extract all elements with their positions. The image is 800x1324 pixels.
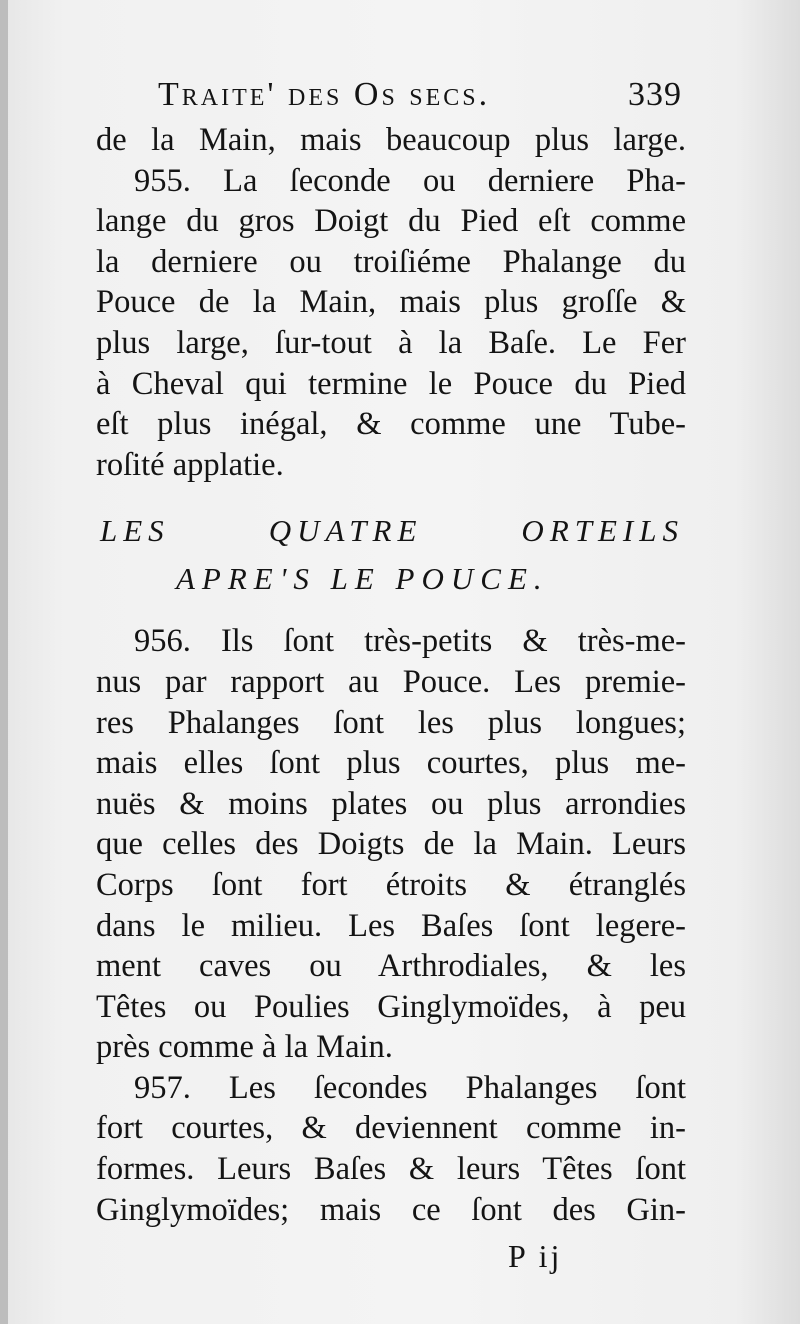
text-line: plus large, ſur-tout à la Baſe. Le Fer (96, 324, 686, 361)
page-edge-shadow (0, 0, 8, 1324)
running-head (96, 70, 686, 120)
section-heading (96, 509, 686, 621)
text-line: nus par rapport au Pouce. Les premie- (96, 663, 686, 700)
text-line: nuës & moins plates ou plus arrondies (96, 785, 686, 822)
paragraph-956 (96, 621, 686, 1068)
text-line: Corps ſont fort étroits & étranglés (96, 866, 686, 903)
text-line: mais elles ſont plus courtes, plus me- (96, 745, 686, 782)
text-line: fort courtes, & deviennent comme in- (96, 1110, 686, 1147)
text-line: que celles des Doigts de la Main. Leurs (96, 826, 686, 863)
paragraph-957 (96, 1068, 686, 1230)
text-line: Pouce de la Main, mais plus groſſe & (96, 284, 686, 321)
section-heading-line-1: LES QUATRE ORTEILS (100, 513, 684, 549)
page-number: 339 (628, 76, 682, 113)
text-line: 955. La ſeconde ou derniere Pha- (134, 162, 686, 199)
signature-mark: P ij (508, 1238, 563, 1274)
text-line: roſité applatie. (96, 446, 284, 483)
text-line: formes. Leurs Baſes & leurs Têtes ſont (96, 1151, 686, 1188)
text-line: res Phalanges ſont les plus longues; (96, 704, 686, 741)
text-line: lange du gros Doigt du Pied eſt comme (96, 203, 686, 240)
text-line: Têtes ou Poulies Ginglymoïdes, à peu (96, 988, 686, 1025)
text-line: la derniere ou troiſiéme Phalange du (96, 243, 686, 280)
text-line: Ginglymoïdes; mais ce ſont des Gin- (96, 1191, 686, 1228)
text-line: à Cheval qui termine le Pouce du Pied (96, 365, 686, 402)
text-line: ment caves ou Arthrodiales, & les (96, 948, 686, 985)
text-line: eſt plus inégal, & comme une Tube- (96, 406, 686, 443)
text-line: de la Main, mais beaucoup plus large. (96, 122, 686, 158)
text-line: 956. Ils ſont très-petits & très-me- (134, 623, 686, 660)
text-line: près comme à la Main. (96, 1029, 393, 1066)
running-head-title: Traite' des Os secs. (158, 76, 491, 113)
text-line: dans le milieu. Les Baſes ſont legere- (96, 907, 686, 944)
section-heading-line-2: APRE'S LE POUCE. (176, 561, 549, 597)
text-block (96, 70, 686, 1230)
paragraph-955 (96, 120, 686, 485)
text-line: 957. Les ſecondes Phalanges ſont (134, 1069, 686, 1106)
